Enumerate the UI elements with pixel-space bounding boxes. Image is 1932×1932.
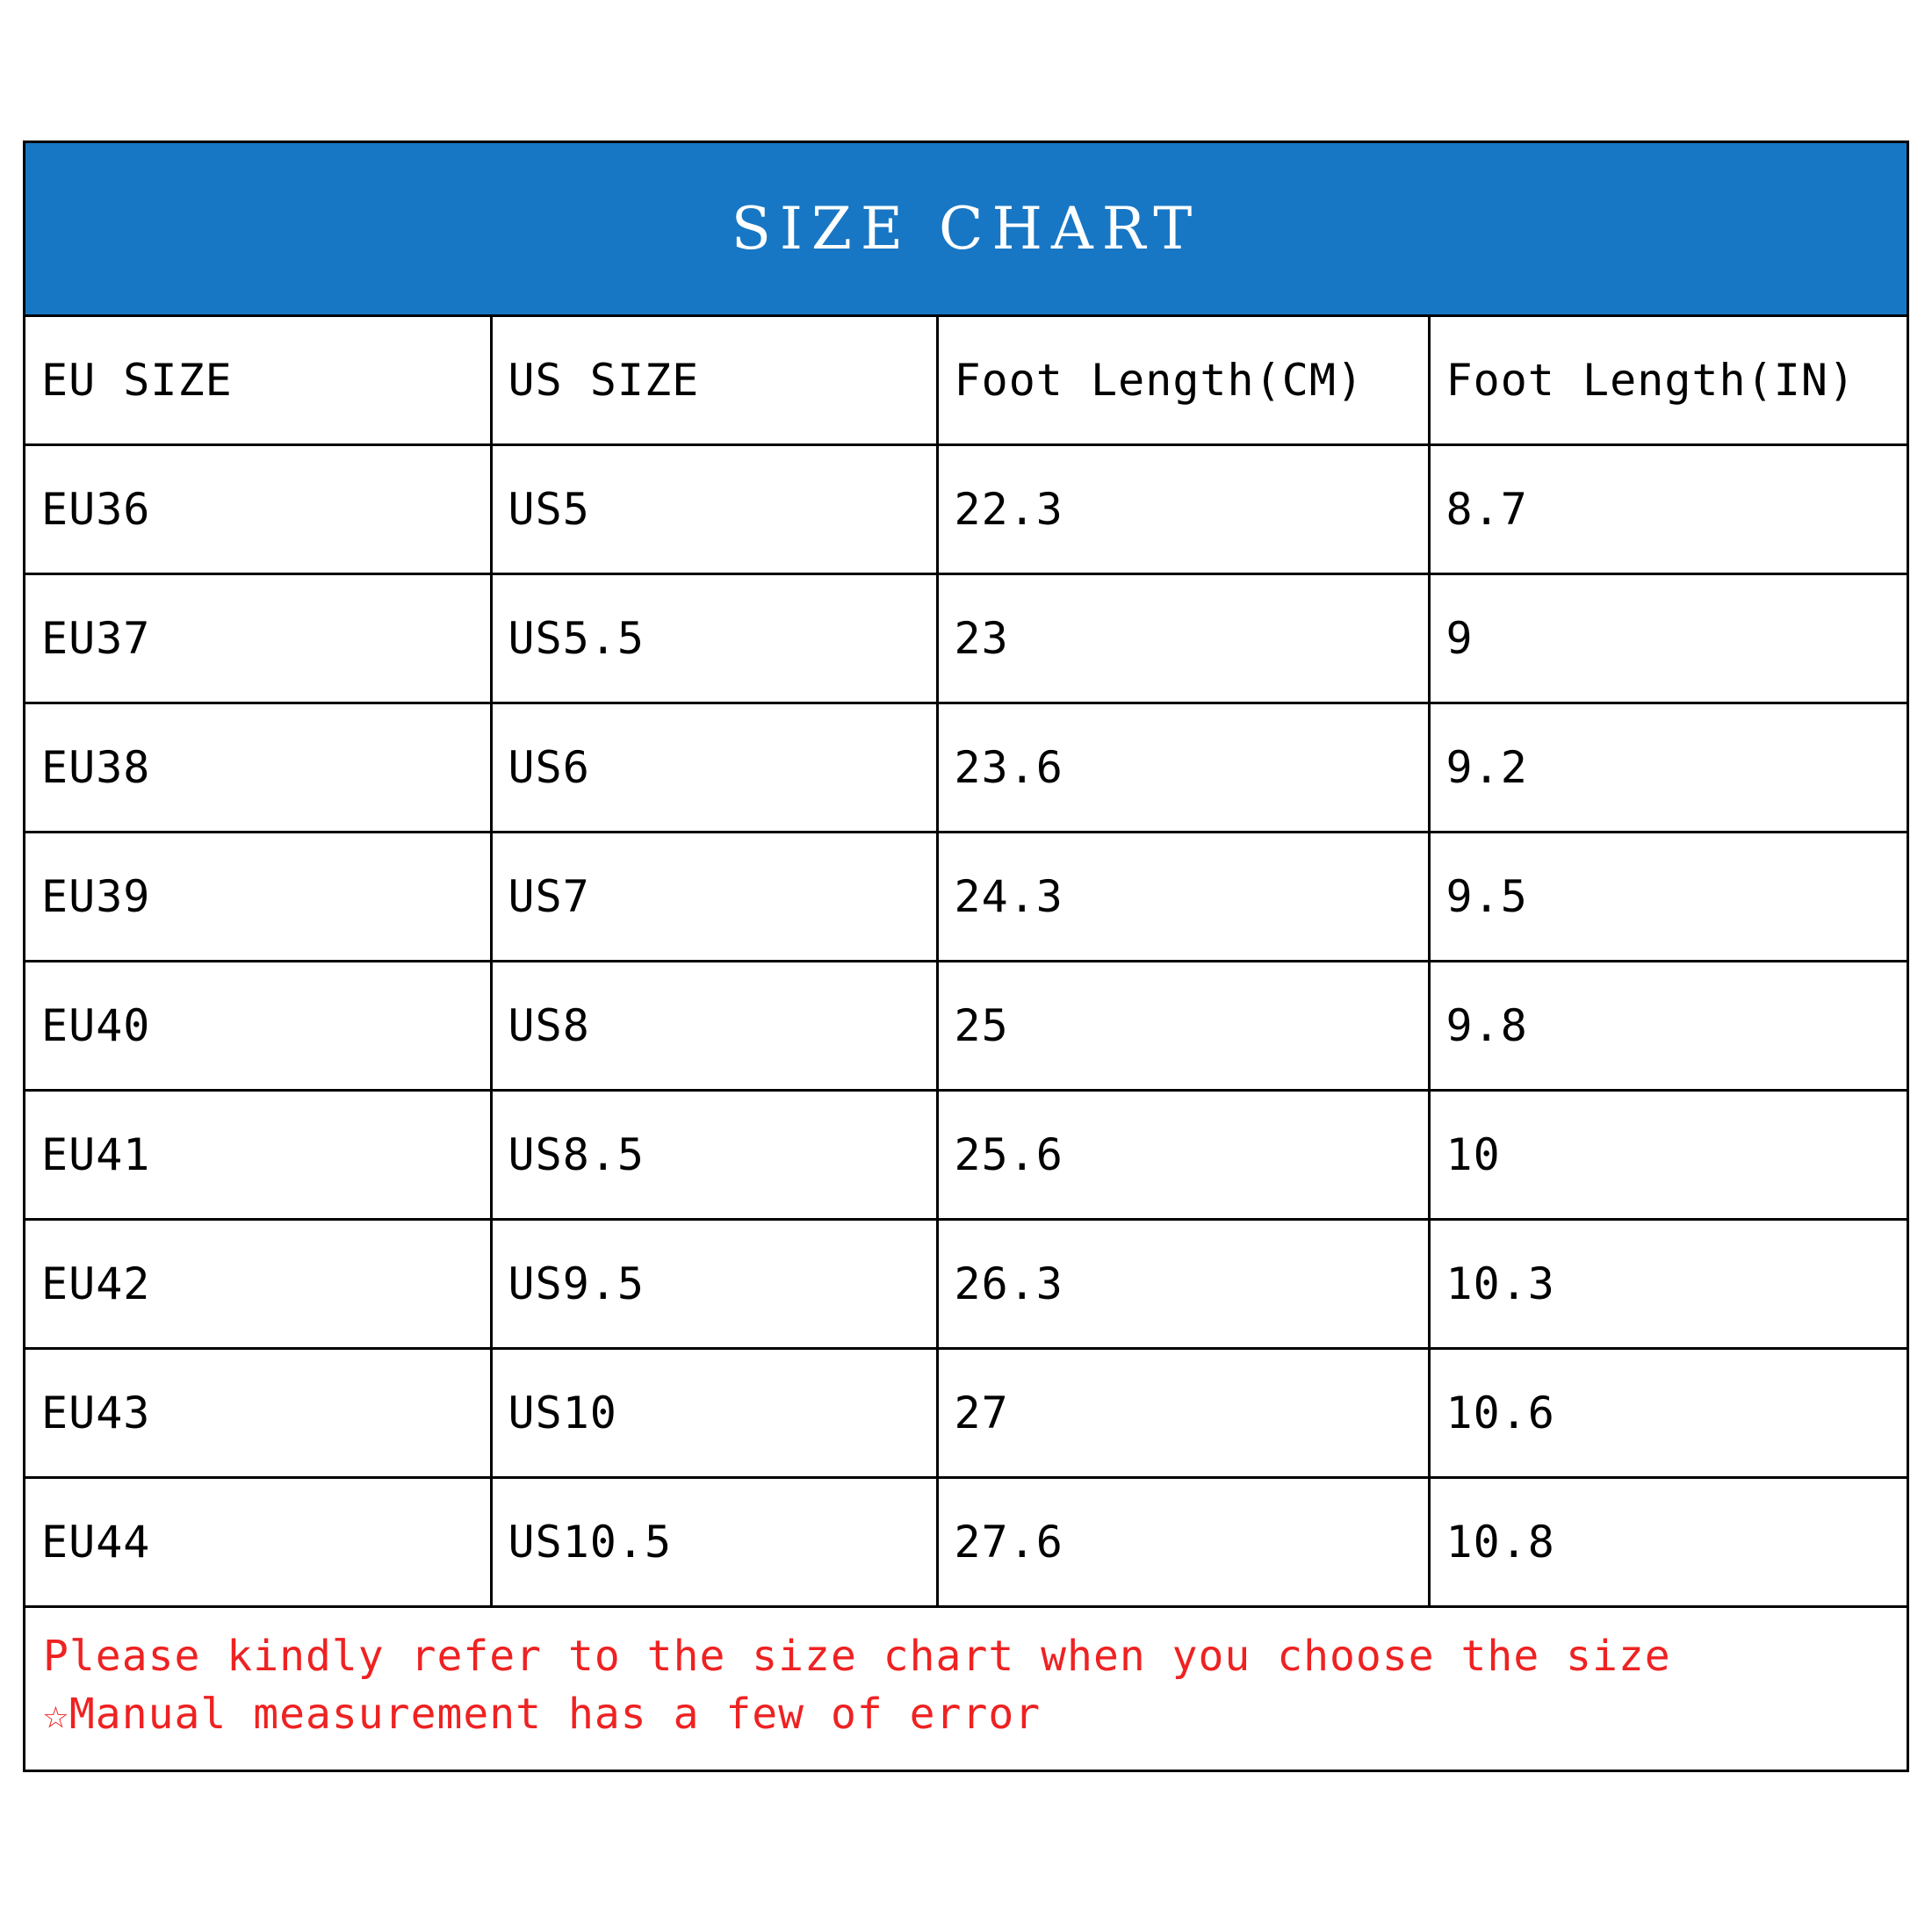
cell-eu-size: EU41 bbox=[25, 1091, 491, 1220]
cell-foot-length-cm: 26.3 bbox=[937, 1220, 1429, 1349]
size-table-body bbox=[25, 445, 1907, 1606]
table-row bbox=[25, 703, 1907, 833]
cell-eu-size: EU38 bbox=[25, 703, 491, 833]
column-header-foot-length-in: Foot Length(IN) bbox=[1429, 317, 1907, 445]
page-title: SIZE CHART bbox=[731, 195, 1201, 263]
table-row bbox=[25, 574, 1907, 703]
column-header-foot-length-cm: Foot Length(CM) bbox=[937, 317, 1429, 445]
cell-foot-length-in: 9 bbox=[1429, 574, 1907, 703]
cell-us-size: US5 bbox=[491, 445, 937, 574]
cell-us-size: US5.5 bbox=[491, 574, 937, 703]
cell-us-size: US7 bbox=[491, 833, 937, 962]
size-table-head bbox=[25, 317, 1907, 445]
note-line-refer: Please kindly refer to the size chart when you choose the size bbox=[43, 1632, 1671, 1681]
cell-eu-size: EU36 bbox=[25, 445, 491, 574]
cell-foot-length-in: 9.8 bbox=[1429, 962, 1907, 1091]
cell-eu-size: EU43 bbox=[25, 1349, 491, 1478]
table-row bbox=[25, 1349, 1907, 1478]
table-row bbox=[25, 1220, 1907, 1349]
column-header-eu-size: EU SIZE bbox=[25, 317, 491, 445]
cell-us-size: US9.5 bbox=[491, 1220, 937, 1349]
cell-foot-length-cm: 27 bbox=[937, 1349, 1429, 1478]
cell-us-size: US8 bbox=[491, 962, 937, 1091]
cell-foot-length-in: 8.7 bbox=[1429, 445, 1907, 574]
cell-us-size: US6 bbox=[491, 703, 937, 833]
size-chart-container bbox=[23, 141, 1909, 1772]
table-row bbox=[25, 1478, 1907, 1606]
table-row bbox=[25, 445, 1907, 574]
size-chart-notes bbox=[25, 1605, 1907, 1770]
cell-foot-length-cm: 27.6 bbox=[937, 1478, 1429, 1606]
note-line-manual-measurement: ☆Manual measurement has a few of error bbox=[43, 1690, 1042, 1740]
cell-eu-size: EU40 bbox=[25, 962, 491, 1091]
cell-us-size: US8.5 bbox=[491, 1091, 937, 1220]
cell-foot-length-cm: 22.3 bbox=[937, 445, 1429, 574]
table-row bbox=[25, 1091, 1907, 1220]
column-header-us-size: US SIZE bbox=[491, 317, 937, 445]
cell-foot-length-cm: 25.6 bbox=[937, 1091, 1429, 1220]
cell-eu-size: EU42 bbox=[25, 1220, 491, 1349]
cell-foot-length-in: 10.3 bbox=[1429, 1220, 1907, 1349]
cell-foot-length-in: 9.5 bbox=[1429, 833, 1907, 962]
cell-eu-size: EU44 bbox=[25, 1478, 491, 1606]
cell-foot-length-cm: 23.6 bbox=[937, 703, 1429, 833]
cell-foot-length-cm: 23 bbox=[937, 574, 1429, 703]
cell-eu-size: EU39 bbox=[25, 833, 491, 962]
cell-foot-length-in: 9.2 bbox=[1429, 703, 1907, 833]
size-table bbox=[25, 317, 1907, 1605]
table-row bbox=[25, 833, 1907, 962]
cell-foot-length-in: 10 bbox=[1429, 1091, 1907, 1220]
cell-foot-length-in: 10.6 bbox=[1429, 1349, 1907, 1478]
cell-foot-length-cm: 24.3 bbox=[937, 833, 1429, 962]
cell-eu-size: EU37 bbox=[25, 574, 491, 703]
table-header-row bbox=[25, 317, 1907, 445]
cell-us-size: US10.5 bbox=[491, 1478, 937, 1606]
size-chart-title-bar bbox=[25, 143, 1907, 317]
cell-foot-length-in: 10.8 bbox=[1445, 1517, 1555, 1568]
table-row bbox=[25, 962, 1907, 1091]
cell-us-size: US10 bbox=[491, 1349, 937, 1478]
cell-foot-length-cm: 25 bbox=[937, 962, 1429, 1091]
